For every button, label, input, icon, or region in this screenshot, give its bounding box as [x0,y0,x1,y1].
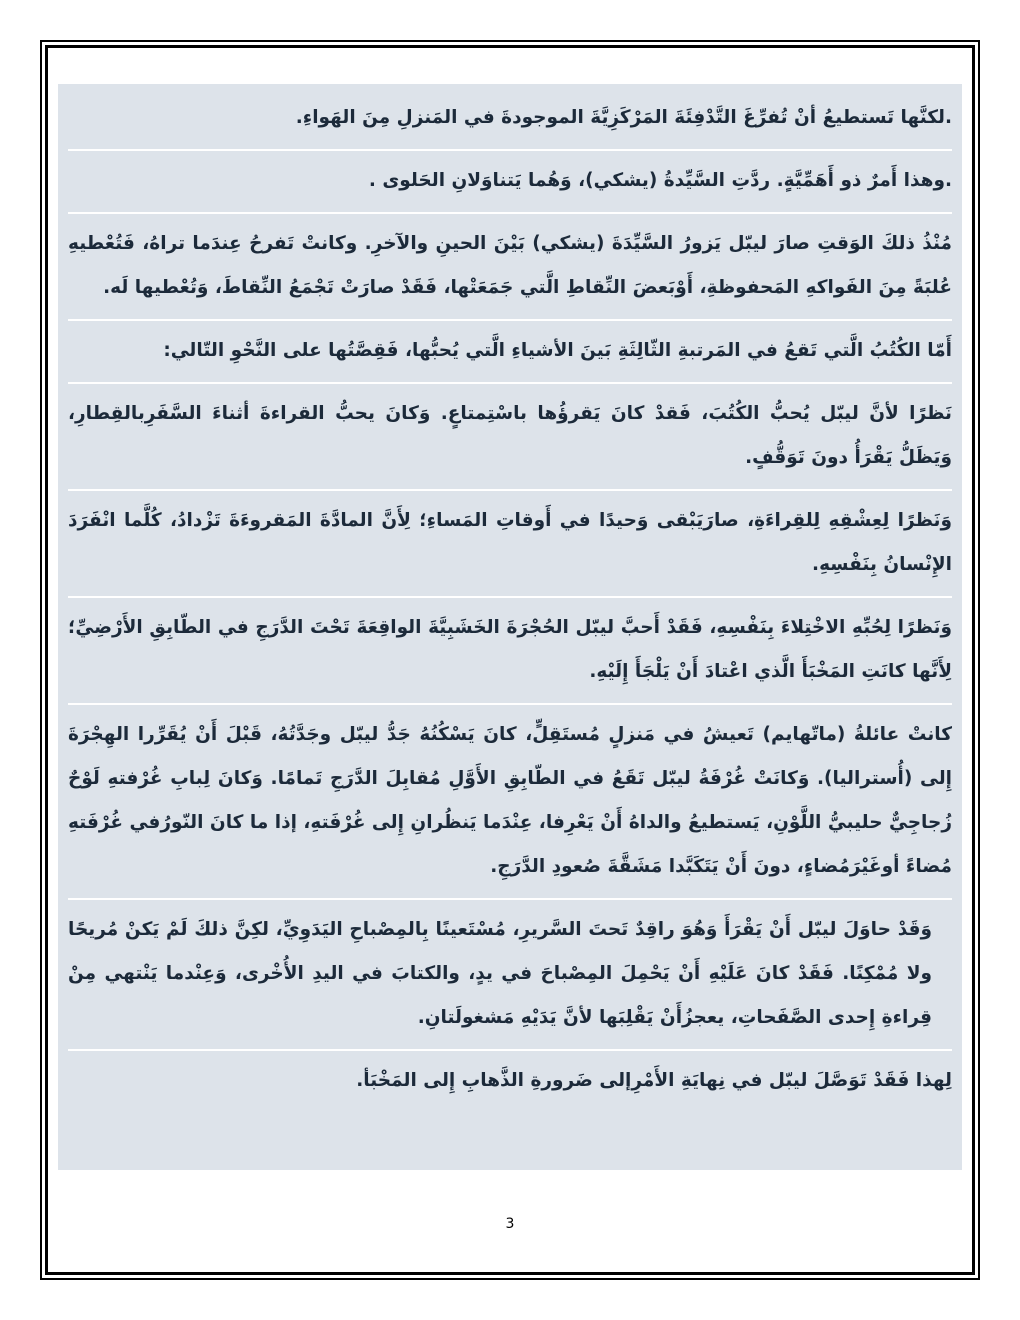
paragraph-10: لِهذا فَقَدْ تَوَصَّلَ ليبّل في نِهايَةِ الأَمْرِإلى ضَرورةِ الذَّهابِ إِلى المَخْبَأ. [356,1070,952,1091]
paragraph-2: .وهذا أَمرٌ ذو أَهَمِّيَّةٍ. ردَّتِ السَّيِّدةُ (يشكي)، وَهُما يَتناوَلانِ الحَلوى . [68,151,952,214]
paragraph-4: أَمّا الكُتُبُ الَّتي تَقعُ في المَرتبةِ الثّالِثَةِ بَينَ الأشياءِ الَّتي يُحبُّها، فَقِصَّتُها على النَّحْوِ التّالي: [68,321,952,384]
paragraph-7: وَنَظرًا لِحُبِّهِ الاخْتِلاءَ بِنَفْسِهِ، فَقَدْ أَحبَّ ليبّل الحُجْرَةَ الخَشَبِيَّةَ الواقِعَةَ تَحْتَ الدَّرَجِ في الطّابِقِ الأَرْضِيِّ؛ لِأَنَّها كانَتِ المَخْبَأَ الَّذي اعْتادَ أَنْ يَلْجَأَ إِلَيْهِ. [68,598,952,705]
paragraph-1: .لكنَّها تَستطيعُ أنْ تُفرِّغَ التَّدْفِئَةَ المَرْكَزِيَّةَ الموجودةَ في المَنزلِ مِنَ الهَواءِ. [68,88,952,151]
paragraph-9: وَقَدْ حاوَلَ ليبّل أَنْ يَقْرَأَ وَهُوَ راقِدٌ تَحتَ السَّريرِ، مُسْتَعينًا بِالمِصْباحِ اليَدَوِيِّ، لكِنَّ ذلكَ لَمْ يَكنْ مُريحًا ولا مُمْكِنًا. فَقَدْ كانَ عَلَيْهِ أَنْ يَحْمِلَ المِصْباحَ في يدٍ، والكتابَ في اليدِ الأُخْرى، وَعِنْدما يَنْتهي مِنْ قِراءةِ إِحدى الصَّفَحاتِ، يعجزُأَنْ يَقْلِبَها لأنَّ يَدَيْهِ مَشغولَتانِ. [68,900,952,1051]
paragraph-5: نَظرًا لأنَّ ليبّل يُحبُّ الكُتُبَ، فَقدْ كانَ يَقرؤُها باسْتِمتاعٍ. وَكانَ يحبُّ القراءةَ أثناءَ السَّفَرِبالقِطارِ، وَيَظَلُّ يَقْرَأُ دونَ تَوَقُّفٍ. [68,384,952,491]
paragraph-8: كانتْ عائلةُ (ماتّهايم) تَعيشُ في مَنزلٍ مُستَقِلٍّ، كانَ يَسْكُنُهُ جَدُّ ليبّل وجَدَّتُهُ، قَبْلَ أَنْ يُقَرِّرا الهِجْرَةَ إِلى (أُستراليا). وَكانَتْ غُرْفَةُ ليبّل تَقَعُ في الطّابِقِ الأَوَّلِ مُقابِلَ الدَّرَجِ تَمامًا. وَكانَ لِبابِ غُرْفتهِ لَوْحٌ زُجاجِيٌّ حليبيُّ اللَّوْنِ، يَستطيعُ والداهُ أَنْ يَعْرِفا، عِنْدَما يَنظُرانِ إِلى غُرْفَتهِ، إذا ما كانَ النّورُفي غُرْفَتهِ مُضاءً أوغَيْرَمُضاءٍ، دونَ أَنْ يَتَكَبَّدا مَشَقَّةَ صُعودِ الدَّرَجِ. [68,705,952,900]
paragraph-6: وَنَظرًا لِعِشْقِهِ لِلقِراءَةِ، صارَيَبْقى وَحيدًا في أَوقاتِ المَساءِ؛ لِأَنَّ المادَّةَ المَقروءَةَ تَزْدادُ، كُلَّما انْفَرَدَ الإِنْسانُ بِنَفْسِهِ. [68,491,952,598]
text-content-box [58,84,962,1170]
page-number: 3 [505,1216,515,1232]
paragraph-3: مُنْذُ ذلكَ الوَقتِ صارَ ليبّل يَزورُ السَّيِّدَةَ (يشكي) بَيْنَ الحينِ والآخرِ. وكانتْ تَفرحُ عِندَما تراهُ، فَتُعْطيهِ عُلبَةً مِنَ الفَواكهِ المَحفوظةِ، أَوْبَعضَ النِّقاطِ الَّتي جَمَعَتْها، فَقَدْ صارَتْ تَجْمَعُ النِّقاطَ، وَتُعْطيها لَه. [68,214,952,321]
